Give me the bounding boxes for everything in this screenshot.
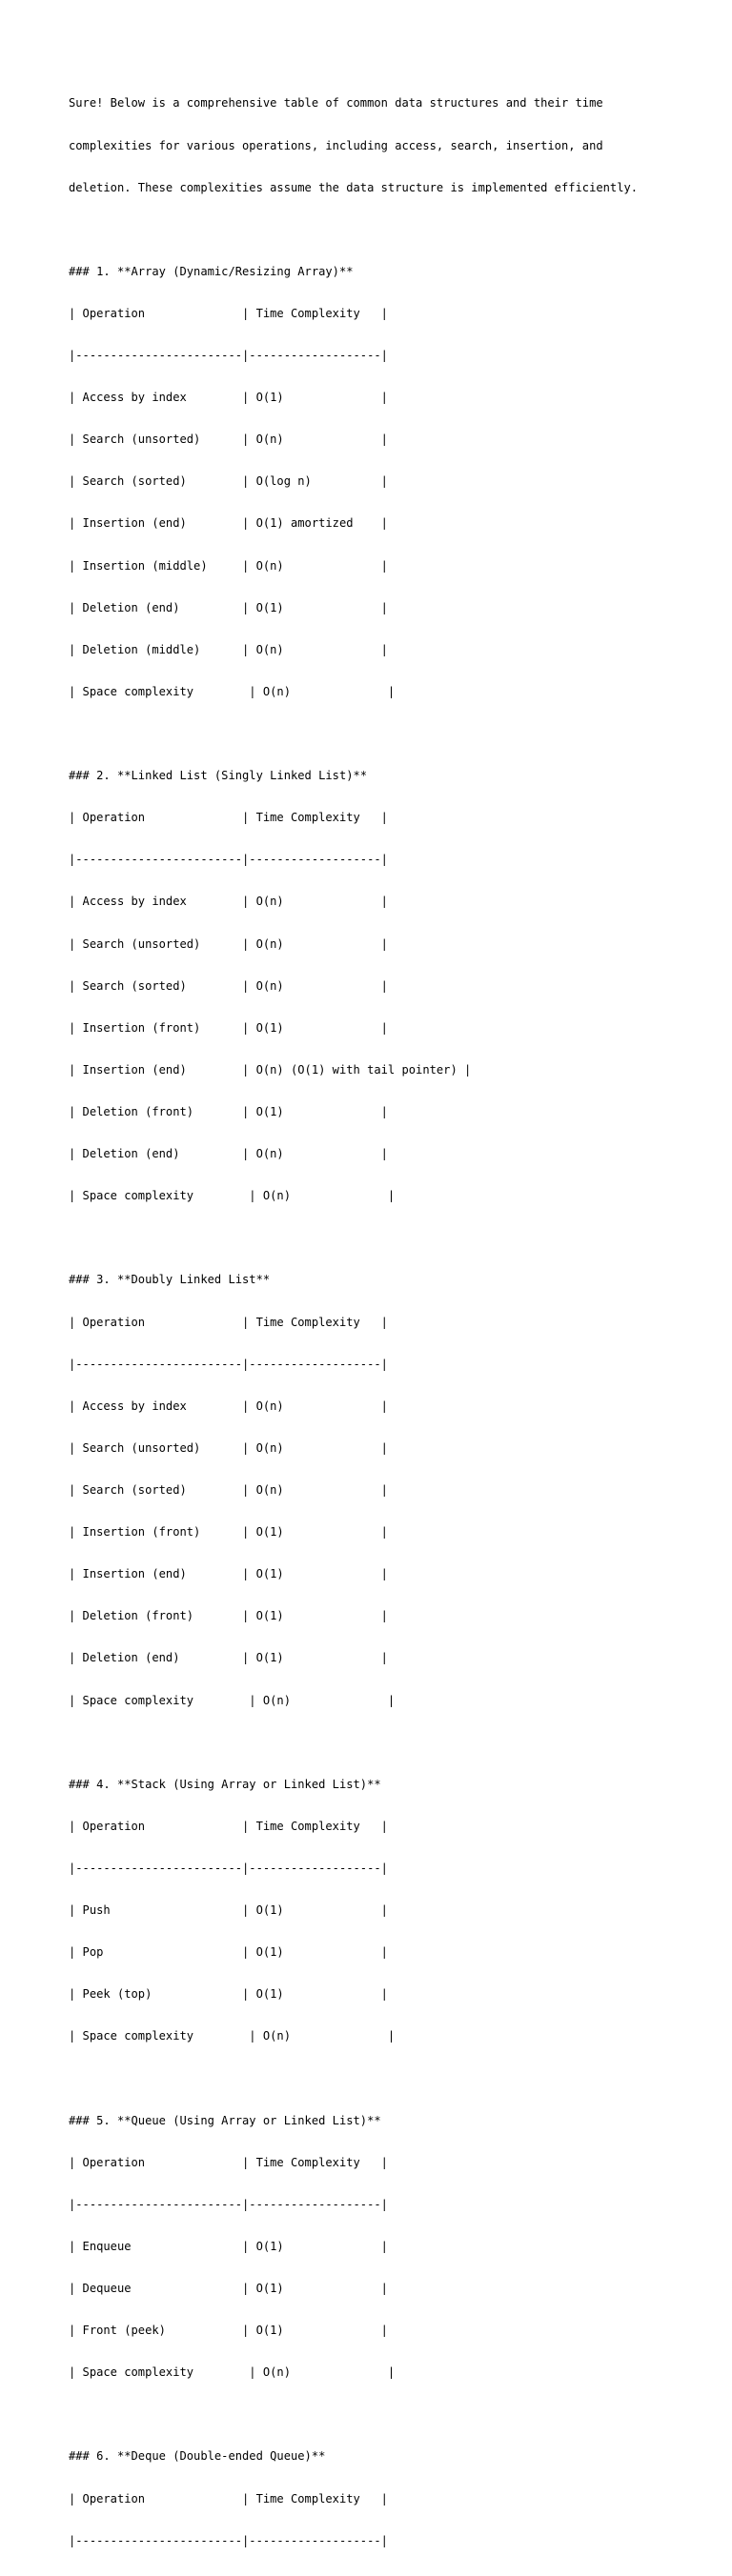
section-heading: ### 1. **Array (Dynamic/Resizing Array)** <box>69 264 354 278</box>
table-row: | Dequeue | O(1) | <box>69 2282 388 2296</box>
table-row: | Access by index | O(n) | <box>69 1399 388 1413</box>
table-row: | Space complexity | O(n) | <box>69 1189 396 1203</box>
section-deque <box>69 2422 717 2576</box>
table-row: | Deletion (front) | O(1) | <box>69 1609 388 1623</box>
table-separator: |------------------------|-------------------| <box>69 2197 388 2211</box>
section-array <box>69 236 717 727</box>
table-header-row: | Operation | Time Complexity | <box>69 1819 388 1833</box>
table-header-row: | Operation | Time Complexity | <box>69 1315 388 1329</box>
table-row: | Insertion (end) | O(1) amortized | <box>69 516 388 531</box>
spacer <box>69 727 717 741</box>
table-row: | Insertion (end) | O(n) (O(1) with tail pointer) | <box>69 1062 472 1077</box>
spacer <box>69 1231 717 1245</box>
table-separator: |------------------------|-------------------| <box>69 349 388 363</box>
table-row: | Peek (top) | O(1) | <box>69 1987 388 2002</box>
table-header-row: | Operation | Time Complexity | <box>69 2491 388 2506</box>
table-row: | Search (sorted) | O(log n) | <box>69 474 388 489</box>
table-row: | Front (peek) | O(1) | <box>69 2324 388 2338</box>
table-header-row: | Operation | Time Complexity | <box>69 2155 388 2169</box>
section-doubly-linked-list <box>69 1245 717 1736</box>
table-header-row: | Operation | Time Complexity | <box>69 811 388 825</box>
table-row: | Space complexity | O(n) | <box>69 684 396 698</box>
section-stack <box>69 1749 717 2071</box>
table-row: | Search (sorted) | O(n) | <box>69 1482 388 1497</box>
table-row: | Deletion (front) | O(1) | <box>69 1105 388 1118</box>
table-row: | Insertion (front) | O(1) | <box>69 1020 388 1035</box>
intro-line: complexities for various operations, including access, search, insertion, and <box>69 138 603 152</box>
intro-line: Sure! Below is a comprehensive table of common data structures and their time <box>69 96 603 111</box>
table-header-row: | Operation | Time Complexity | <box>69 306 388 320</box>
spacer <box>69 2407 717 2422</box>
table-separator: |------------------------|-------------------| <box>69 1861 388 1875</box>
table-separator: |------------------------|-------------------| <box>69 1357 388 1371</box>
table-row: | Search (sorted) | O(n) | <box>69 978 388 993</box>
intro-line: deletion. These complexities assume the data structure is implemented efficiently. <box>69 180 639 194</box>
section-heading: ### 6. **Deque (Double-ended Queue)** <box>69 2449 326 2464</box>
spacer <box>69 2071 717 2085</box>
section-heading: ### 3. **Doubly Linked List** <box>69 1273 271 1287</box>
table-row: | Push | O(1) | <box>69 1903 388 1918</box>
table-row: | Pop | O(1) | <box>69 1945 388 1960</box>
table-row: | Space complexity | O(n) | <box>69 2365 396 2380</box>
table-row: | Search (unsorted) | O(n) | <box>69 936 388 951</box>
table-row: | Deletion (end) | O(n) | <box>69 1147 388 1161</box>
table-row: | Insertion (end) | O(1) | <box>69 1567 388 1581</box>
section-heading: ### 5. **Queue (Using Array or Linked List)** <box>69 2113 381 2127</box>
table-row: | Deletion (end) | O(1) | <box>69 600 388 614</box>
table-row: | Enqueue | O(1) | <box>69 2239 388 2253</box>
table-separator: |------------------------|-------------------| <box>69 2533 388 2547</box>
table-row: | Insertion (middle) | O(n) | <box>69 558 388 573</box>
section-heading: ### 2. **Linked List (Singly Linked List)** <box>69 769 368 783</box>
table-row: | Space complexity | O(n) | <box>69 2029 396 2043</box>
table-row: | Access by index | O(1) | <box>69 391 388 405</box>
table-row: | Insertion (front) | O(1) | <box>69 1525 388 1540</box>
spacer <box>69 1736 717 1750</box>
intro-paragraph <box>69 69 717 223</box>
table-row: | Deletion (middle) | O(n) | <box>69 642 388 656</box>
section-queue <box>69 2085 717 2407</box>
document-page <box>69 69 717 2576</box>
table-row: | Access by index | O(n) | <box>69 895 388 909</box>
spacer <box>69 223 717 237</box>
section-linked-list <box>69 741 717 1232</box>
table-row: | Search (unsorted) | O(n) | <box>69 1440 388 1455</box>
table-row: | Search (unsorted) | O(n) | <box>69 433 388 447</box>
table-row: | Space complexity | O(n) | <box>69 1693 396 1707</box>
table-row: | Deletion (end) | O(1) | <box>69 1651 388 1665</box>
table-separator: |------------------------|-------------------| <box>69 853 388 867</box>
section-heading: ### 4. **Stack (Using Array or Linked List)** <box>69 1777 381 1791</box>
